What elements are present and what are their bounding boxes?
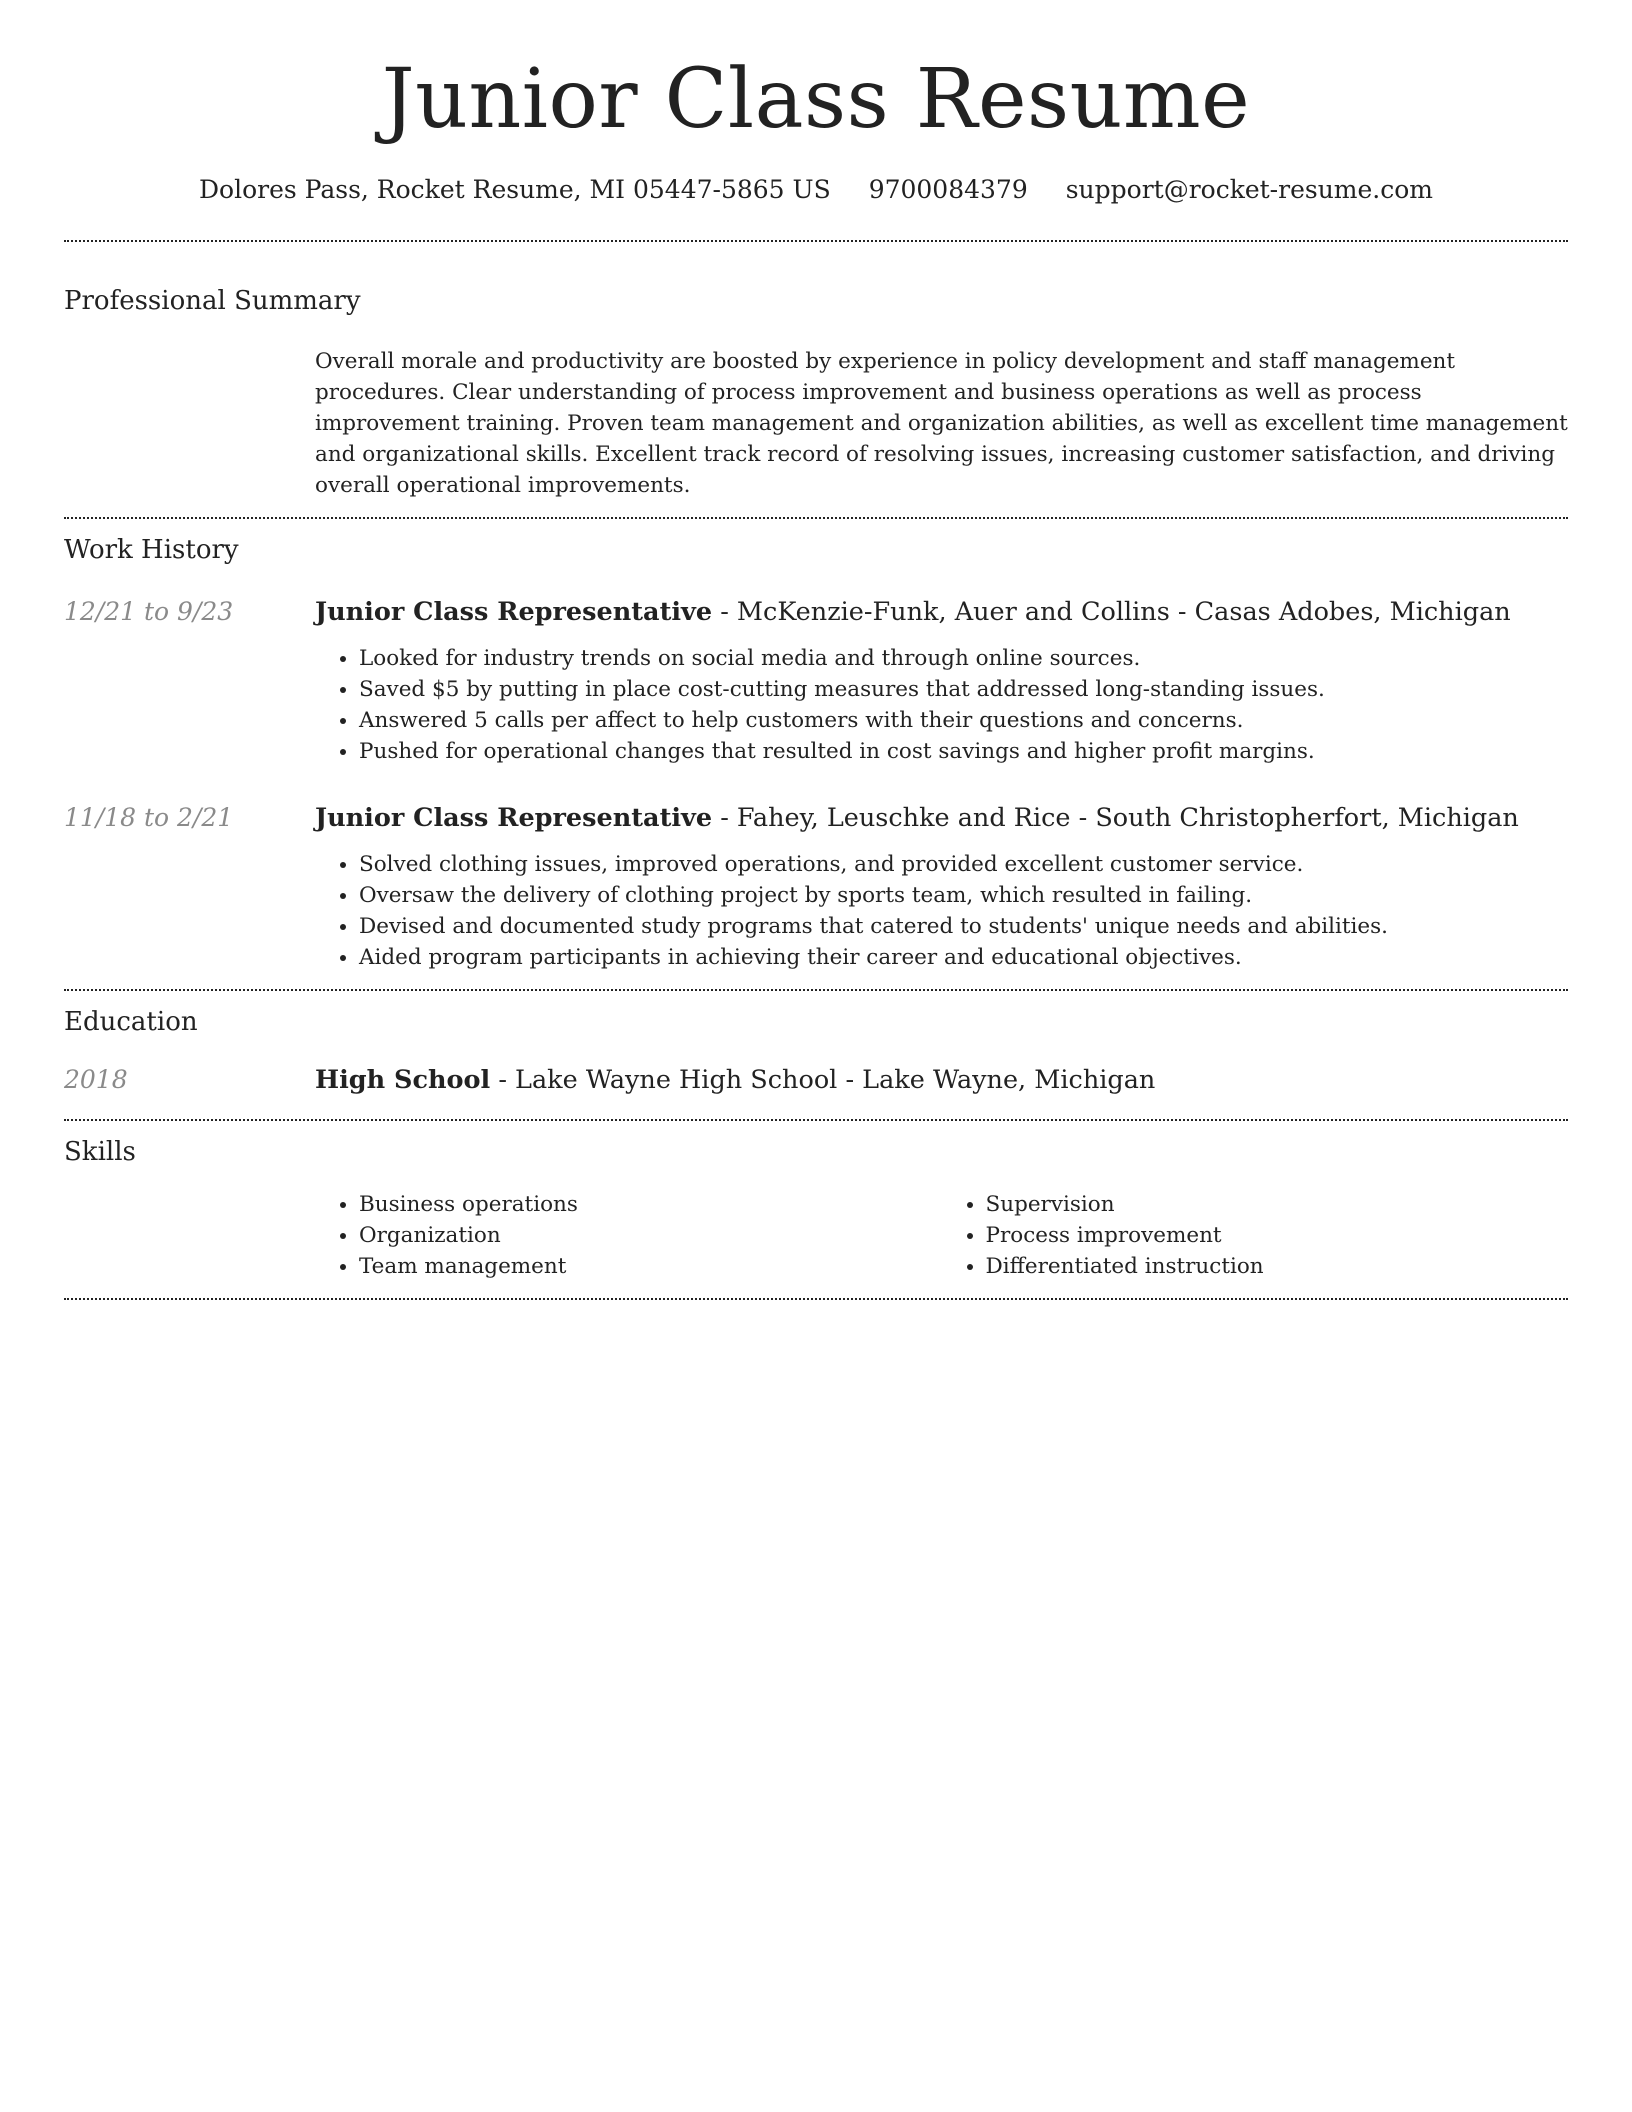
education-year: 2018 bbox=[64, 1065, 128, 1094]
work-entry bbox=[64, 801, 1568, 973]
resume-page bbox=[64, 0, 1568, 1300]
section-title-work-history: Work History bbox=[64, 535, 239, 565]
skills-list-left bbox=[315, 1189, 942, 1282]
divider bbox=[64, 989, 1568, 991]
section-title-skills: Skills bbox=[64, 1137, 136, 1167]
work-entry bbox=[64, 595, 1568, 767]
skill-item: • Organization bbox=[359, 1220, 942, 1251]
skills-columns bbox=[315, 1189, 1568, 1282]
skill-item: • Business operations bbox=[359, 1189, 942, 1220]
contact-phone: 9700084379 bbox=[868, 175, 1028, 204]
work-heading bbox=[315, 595, 1568, 629]
skill-item: • Supervision bbox=[986, 1189, 1569, 1220]
divider bbox=[64, 1298, 1568, 1300]
skill-item: • Process improvement bbox=[986, 1220, 1569, 1251]
list-item: • Solved clothing issues, improved operations, and provided excellent customer service. bbox=[359, 849, 1568, 880]
job-position: Junior Class Representative bbox=[315, 597, 713, 627]
work-entry-main bbox=[315, 595, 1568, 767]
education-details: - Lake Wayne High School - Lake Wayne, Michigan bbox=[490, 1065, 1156, 1095]
list-item: • Answered 5 calls per affect to help customers with their questions and concerns. bbox=[359, 705, 1568, 736]
list-item: • Saved $5 by putting in place cost-cutting measures that addressed long-standing issues. bbox=[359, 674, 1568, 705]
section-title-summary: Professional Summary bbox=[64, 286, 361, 316]
divider bbox=[64, 1119, 1568, 1121]
work-heading bbox=[315, 801, 1568, 835]
resume-name: Junior Class Resume bbox=[381, 52, 1251, 147]
resume-header bbox=[64, 0, 1568, 206]
contact-address: Dolores Pass, Rocket Resume, MI 05447-5865 US bbox=[198, 175, 831, 204]
skill-item: • Differentiated instruction bbox=[986, 1251, 1569, 1282]
work-dates: 12/21 to 9/23 bbox=[64, 597, 234, 626]
section-title-education: Education bbox=[64, 1007, 198, 1037]
work-entry-main bbox=[315, 801, 1568, 973]
skills-list-right bbox=[942, 1189, 1569, 1282]
list-item: • Pushed for operational changes that resulted in cost savings and higher profit margins. bbox=[359, 736, 1568, 767]
job-position: Junior Class Representative bbox=[315, 803, 713, 833]
education-entry-main bbox=[315, 1063, 1568, 1097]
work-history-section bbox=[64, 533, 1568, 989]
education-degree: High School bbox=[315, 1065, 491, 1095]
list-item: • Devised and documented study programs that catered to students' unique needs and abilities. bbox=[359, 911, 1568, 942]
summary-text: Overall morale and productivity are boosted by experience in policy development and staff management procedures. Clear understanding of process improvement and business operations as well as process improvement training. Proven team management and organization abilities, as well as excellent time management and organizational skills. Excellent track record of resolving issues, increasing customer satisfaction, and driving overall operational improvements. bbox=[315, 349, 1568, 498]
list-item: • Aided program participants in achieving their career and educational objectives. bbox=[359, 942, 1568, 973]
job-details: - Fahey, Leuschke and Rice - South Christopherfort, Michigan bbox=[712, 803, 1519, 833]
education-heading bbox=[315, 1063, 1568, 1097]
skill-item: • Team management bbox=[359, 1251, 942, 1282]
education-entry bbox=[64, 1063, 1568, 1097]
summary-section bbox=[64, 284, 1568, 501]
job-bullets bbox=[315, 849, 1568, 973]
list-item: • Looked for industry trends on social media and through online sources. bbox=[359, 643, 1568, 674]
skills-section bbox=[64, 1135, 1568, 1282]
list-item: • Oversaw the delivery of clothing project by sports team, which resulted in failing. bbox=[359, 880, 1568, 911]
contact-email: support@rocket-resume.com bbox=[1065, 175, 1434, 204]
contact-line bbox=[64, 174, 1568, 206]
divider bbox=[64, 517, 1568, 519]
work-dates: 11/18 to 2/21 bbox=[64, 803, 234, 832]
divider bbox=[64, 240, 1568, 242]
job-details: - McKenzie-Funk, Auer and Collins - Casas Adobes, Michigan bbox=[712, 597, 1511, 627]
education-section bbox=[64, 1005, 1568, 1097]
job-bullets bbox=[315, 643, 1568, 767]
